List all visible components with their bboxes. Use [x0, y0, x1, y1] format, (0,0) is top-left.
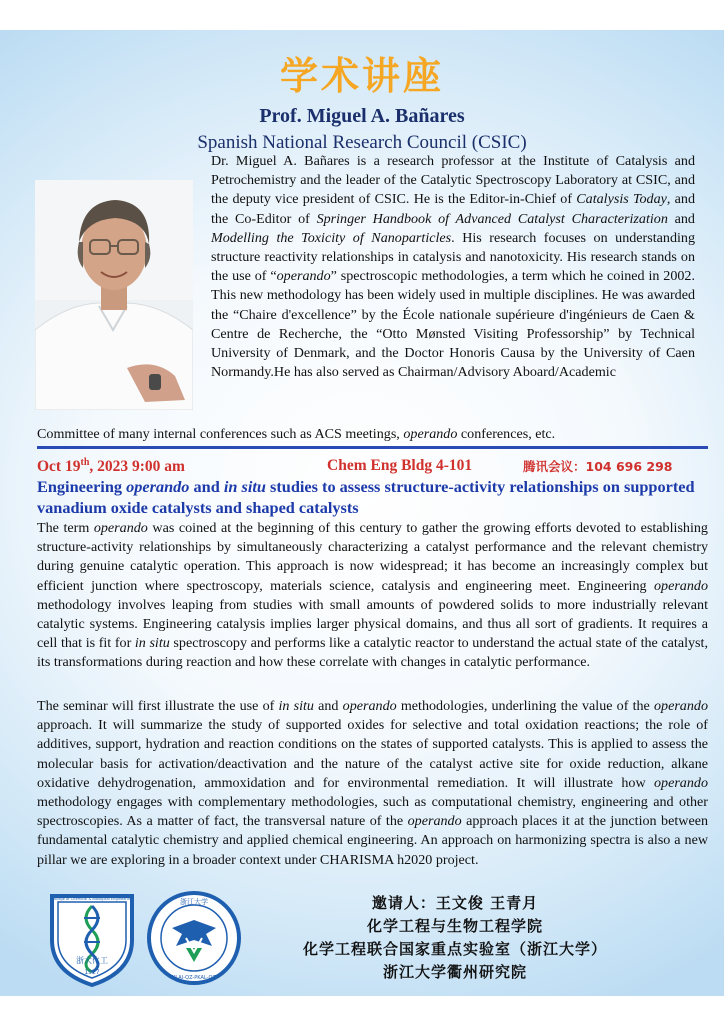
inviter-block [270, 892, 640, 984]
bio-text: conferences, etc. [457, 426, 556, 442]
speaker-bio-tail [37, 425, 697, 444]
college-logo-cn: 浙大化工 [76, 956, 108, 965]
abstract-text: methodology engages with complementary methodologies, such as computational chemistry, engineering and other spectroscopies. As a matter of fact, the transversal nature of the [37, 794, 708, 830]
bio-operando: operando [403, 426, 458, 442]
bio-book: Modelling the Toxicity of Nanoparticles [211, 229, 452, 246]
speaker-bio [211, 152, 695, 382]
abstract-italic: in situ [278, 698, 314, 714]
college-logo [46, 888, 138, 988]
talk-title-text: studies to assess structure-activity relationships on supported vanadium oxide catalysts and shaped catalysts [37, 477, 695, 517]
abstract-text: The term [37, 520, 94, 536]
abstract-italic: operando [93, 520, 148, 536]
abstract-italic: operando [342, 698, 397, 714]
abstract-paragraph-1 [37, 519, 708, 673]
event-year-time: , 2023 9:00 am [89, 458, 185, 476]
inviter-names: 邀请人：王文俊 王青月 [371, 894, 539, 912]
inviter-lab: 化学工程联合国家重点实验室（浙江大学） [302, 940, 607, 958]
college-logo-year: 1927 [84, 969, 100, 976]
event-venue: Chem Eng Bldg 4-101 [327, 457, 473, 474]
talk-title-text: and [189, 477, 224, 496]
college-logo-name: College of Chemical & Biological Engineering [51, 897, 133, 901]
bio-text: , and the Co-Editor of [211, 191, 695, 227]
bio-text: ” spectroscopic methodologies, a term which he coined in 2002. This new methodology has been widely used in multiple disciplines. He was awarded the “Chaire d'excellence” by the École nationale supérieure d'ingénieurs de Caen & Centre de Recherche, the “Otto Mønsted Visiting Professorship” by Technical University of Denmark, and the Doctor Honoris Causa by the University of Caen Normandy.He has also served as Chairman/Advisory Aboard/Academic [211, 268, 695, 381]
section-divider [37, 446, 708, 449]
lab-logo-abbr: KLAI-QZ-PKAL-QZ [172, 975, 216, 981]
abstract-text: spectroscopy and performs like a catalytic reactor to understand the actual state of the catalyst, its transformations during reaction and how these correlate with changes in catalytic performance. [37, 635, 708, 671]
talk-title-italic: in situ [223, 477, 266, 496]
abstract-text: and [313, 698, 343, 714]
bio-text: and [667, 210, 695, 227]
abstract-text: methodology involves leaping from studies with small amounts of powdered solids to more industrially relevant catalytic systems. Engineering catalysis implies larger physical domains, and thus all sort of gradients. It requires a cell that is fit for [37, 596, 708, 652]
abstract-italic: operando [653, 774, 708, 791]
inviter-college: 化学工程与生物工程学院 [366, 917, 543, 935]
abstract-text: methodologies, underlining the value of the [396, 698, 654, 714]
abstract-paragraph-2 [37, 697, 708, 870]
abstract-italic: operando [653, 577, 708, 594]
bottom-white-band [0, 996, 724, 1024]
inviter-institute: 浙江大学衢州研究院 [382, 963, 527, 981]
bio-journal: Catalysis Today [576, 191, 667, 208]
bio-operando: operando [276, 268, 331, 285]
speaker-affiliation: Spanish National Research Council (CSIC) [197, 132, 527, 153]
online-meeting-id: 腾讯会议：104 696 298 [523, 459, 673, 474]
speaker-photo [35, 180, 193, 410]
event-date-suffix: th [80, 457, 90, 468]
bio-text: Committee of many internal conferences such as ACS meetings, [37, 426, 404, 442]
event-date-time [37, 457, 185, 476]
event-date: Oct 19 [37, 458, 81, 476]
talk-title [37, 476, 712, 518]
lab-logo-cn: 浙江大学 [180, 898, 208, 906]
abstract-italic: in situ [134, 635, 170, 652]
abstract-italic: operando [407, 813, 462, 830]
abstract-text: approach. It will summarize the study of supported oxides for selective and total oxidation reactions; the role of additives, support, hydration and reaction conditions on the states of supported catalysts. This is applied to assess the molecular basis for activation/deactivation and the nature of the catalyst active site for oxide reduction, alkane oxidative dehydrogenation, ammoxidation and for environmental remediation. It will illustrate how [37, 717, 708, 791]
talk-title-italic: operando [126, 477, 190, 496]
bio-text: Dr. Miguel A. Bañares is a research professor at the Institute of Catalysis and Petrochemistry and the leader of the Catalytic Spectroscopy Laboratory at CSIC, and the deputy vice president of CSIC. He is the Editor-in-Chief of [211, 153, 695, 208]
speaker-name: Prof. Miguel A. Bañares [259, 105, 465, 127]
talk-title-text: Engineering [37, 477, 127, 496]
lab-logo [146, 890, 242, 986]
abstract-text: approach places it at the junction between fundamental catalytic chemistry and applied chemical engineering. An approach on harmonizing spectra is also a new pillar we are exploring in a broader context under CHARISMA h2020 project. [37, 813, 709, 868]
bio-text: . His research focuses on understanding structure reactivity relationships in catalysis and nanotoxicity. His research stands on the use of “ [211, 229, 695, 285]
poster-title: 学术讲座 [279, 54, 444, 98]
abstract-italic: operando [653, 698, 708, 714]
abstract-text: The seminar will first illustrate the use of [37, 698, 279, 714]
abstract-text: was coined at the beginning of this century to gather the growing efforts devoted to establishing structure-activity relationships by simultaneously characterizing a catalyst performance and the relevant chemistry during genuine catalytic operation. This approach is now widespread; it has become an increasingly complex but efficient junction where spectroscopy, materials science, catalysis and engineering meet. Engineering [37, 520, 708, 594]
bio-book: Springer Handbook of Advanced Catalyst Characterization [316, 210, 668, 227]
top-white-band [0, 0, 724, 30]
